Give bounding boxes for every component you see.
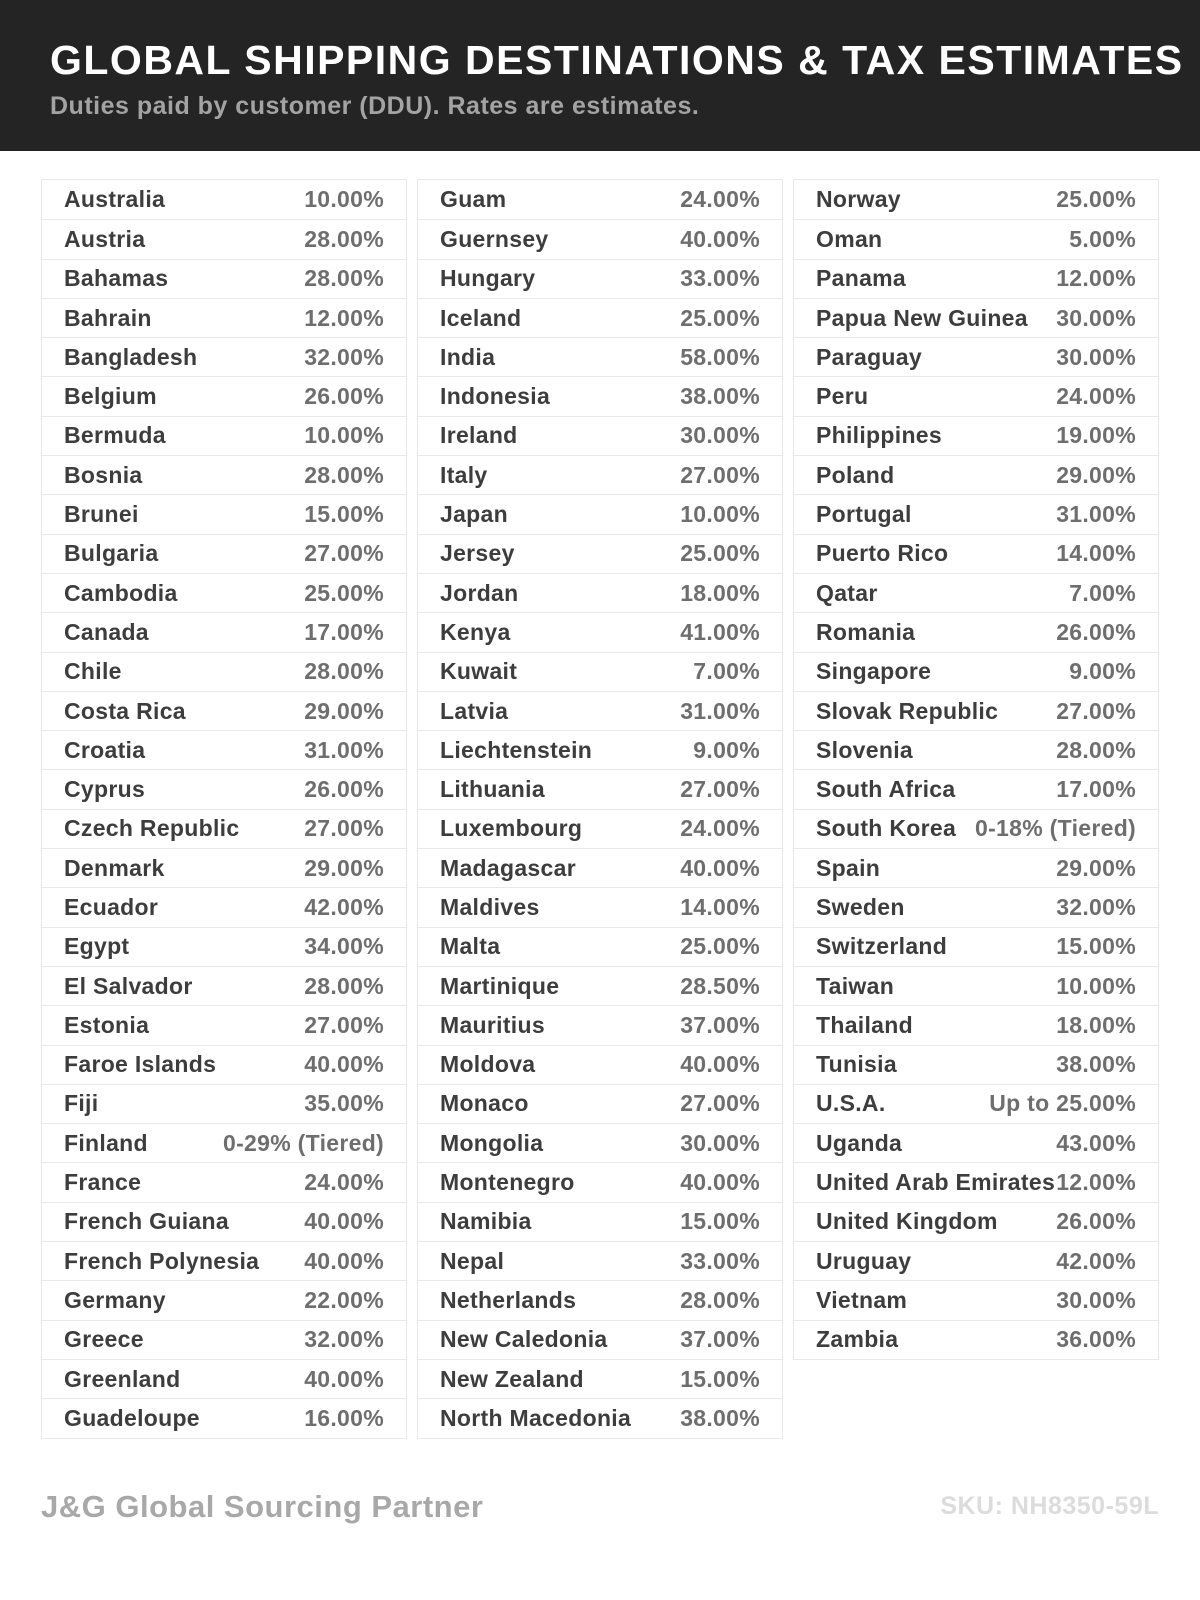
table-row: [42, 1398, 406, 1437]
country-name: Jersey: [440, 540, 515, 567]
country-name: India: [440, 343, 496, 370]
country-name: Vietnam: [816, 1286, 908, 1313]
country-name: South Africa: [816, 776, 956, 803]
country-name: Australia: [64, 186, 166, 213]
table-row: [794, 1005, 1158, 1044]
tax-rate: 26.00%: [1056, 618, 1136, 645]
tax-rate: 30.00%: [680, 1129, 760, 1156]
tax-rate: 10.00%: [1056, 972, 1136, 999]
table-row: [418, 1320, 782, 1359]
country-name: Estonia: [64, 1011, 150, 1038]
country-name: Cyprus: [64, 776, 146, 803]
tax-rate: 30.00%: [1056, 343, 1136, 370]
table-row: [42, 730, 406, 769]
tax-rate: 28.50%: [680, 972, 760, 999]
table-row: [42, 259, 406, 298]
tax-rate: 42.00%: [304, 893, 384, 920]
country-name: Bermuda: [64, 422, 166, 449]
country-name: Italy: [440, 461, 488, 488]
table-row: [794, 1123, 1158, 1162]
tax-rate: 27.00%: [680, 461, 760, 488]
country-name: Mauritius: [440, 1011, 545, 1038]
country-name: Monaco: [440, 1090, 529, 1117]
table-row: [794, 1320, 1158, 1359]
table-row: [418, 180, 782, 219]
tax-rate: 9.00%: [1069, 658, 1136, 685]
country-name: Portugal: [816, 501, 912, 528]
tax-rate: 17.00%: [304, 618, 384, 645]
country-name: Malta: [440, 933, 501, 960]
table-row: [794, 180, 1158, 219]
tax-rate: 30.00%: [680, 422, 760, 449]
table-row: [794, 1084, 1158, 1123]
table-row: [418, 1045, 782, 1084]
table-row: [42, 848, 406, 887]
tax-rate: 25.00%: [680, 540, 760, 567]
table-row: [794, 376, 1158, 415]
table-row: [418, 887, 782, 926]
table-row: [794, 1280, 1158, 1319]
table-row: [42, 219, 406, 258]
table-row: [418, 1005, 782, 1044]
tax-rate: 24.00%: [1056, 383, 1136, 410]
table-row: [418, 966, 782, 1005]
country-name: Qatar: [816, 579, 878, 606]
table-row: [42, 1359, 406, 1398]
tax-rate: 18.00%: [680, 579, 760, 606]
table-row: [418, 1123, 782, 1162]
tax-rate: 10.00%: [304, 422, 384, 449]
table-row: [418, 573, 782, 612]
tax-rate: 29.00%: [1056, 461, 1136, 488]
country-name: Slovak Republic: [816, 697, 999, 724]
country-name: Philippines: [816, 422, 942, 449]
country-name: Austria: [64, 225, 146, 252]
country-name: Kuwait: [440, 658, 518, 685]
country-name: Bulgaria: [64, 540, 159, 567]
tax-rate: 33.00%: [680, 1247, 760, 1274]
tax-table-column-2: [417, 179, 783, 1439]
country-name: Jordan: [440, 579, 519, 606]
country-name: Liechtenstein: [440, 736, 593, 763]
country-name: Mongolia: [440, 1129, 544, 1156]
tax-rate: 42.00%: [1056, 1247, 1136, 1274]
table-row: [794, 927, 1158, 966]
table-row: [42, 416, 406, 455]
tax-rate: 25.00%: [680, 304, 760, 331]
table-row: [794, 455, 1158, 494]
tax-rate: 36.00%: [1056, 1326, 1136, 1353]
table-row: [794, 337, 1158, 376]
tax-rate: 58.00%: [680, 343, 760, 370]
country-name: Ireland: [440, 422, 518, 449]
table-row: [42, 612, 406, 651]
country-name: Denmark: [64, 854, 165, 881]
tax-rate: 41.00%: [680, 618, 760, 645]
country-name: Germany: [64, 1286, 166, 1313]
tax-rate: 14.00%: [1056, 540, 1136, 567]
tax-rate: 28.00%: [304, 658, 384, 685]
country-name: U.S.A.: [816, 1090, 886, 1117]
table-row: [418, 652, 782, 691]
country-name: Belgium: [64, 383, 157, 410]
country-name: Montenegro: [440, 1169, 575, 1196]
tax-rate: 40.00%: [680, 225, 760, 252]
table-row: [42, 376, 406, 415]
page-footer: [41, 1489, 1159, 1525]
country-name: Ecuador: [64, 893, 159, 920]
table-row: [42, 691, 406, 730]
table-row: [418, 612, 782, 651]
country-name: Guernsey: [440, 225, 549, 252]
tax-rate: 35.00%: [304, 1090, 384, 1117]
table-row: [794, 494, 1158, 533]
country-name: Taiwan: [816, 972, 895, 999]
table-row: [794, 1241, 1158, 1280]
table-row: [418, 534, 782, 573]
country-name: Lithuania: [440, 776, 545, 803]
table-row: [794, 219, 1158, 258]
country-name: French Guiana: [64, 1208, 229, 1235]
tax-rate: 28.00%: [1056, 736, 1136, 763]
table-row: [418, 219, 782, 258]
table-row: [42, 1045, 406, 1084]
table-row: [42, 1280, 406, 1319]
tax-rate: 28.00%: [304, 972, 384, 999]
table-row: [794, 416, 1158, 455]
sku-text: SKU: NH8350-59L: [940, 1492, 1159, 1520]
country-name: Brunei: [64, 501, 139, 528]
table-row: [42, 1162, 406, 1201]
country-name: Zambia: [816, 1326, 899, 1353]
tax-rate: 40.00%: [304, 1051, 384, 1078]
tax-rate: 43.00%: [1056, 1129, 1136, 1156]
tax-rate: 26.00%: [304, 776, 384, 803]
country-name: Costa Rica: [64, 697, 186, 724]
table-row: [42, 927, 406, 966]
table-row: [42, 534, 406, 573]
country-name: Croatia: [64, 736, 146, 763]
tax-rate: 32.00%: [304, 1326, 384, 1353]
tax-rate: 15.00%: [304, 501, 384, 528]
country-name: Moldova: [440, 1051, 536, 1078]
country-name: Maldives: [440, 893, 540, 920]
tax-rate: 38.00%: [680, 1404, 760, 1431]
table-row: [42, 652, 406, 691]
country-name: Tunisia: [816, 1051, 897, 1078]
table-row: [794, 1045, 1158, 1084]
country-name: Uruguay: [816, 1247, 912, 1274]
table-row: [418, 1280, 782, 1319]
country-name: Norway: [816, 186, 901, 213]
table-row: [42, 809, 406, 848]
tax-rate: 15.00%: [680, 1365, 760, 1392]
country-name: Canada: [64, 618, 149, 645]
country-name: Namibia: [440, 1208, 532, 1235]
table-row: [794, 730, 1158, 769]
country-name: United Arab Emirates: [816, 1169, 1056, 1196]
country-name: Faroe Islands: [64, 1051, 217, 1078]
tax-rate: 9.00%: [693, 736, 760, 763]
tax-rate: 18.00%: [1056, 1011, 1136, 1038]
table-row: [42, 455, 406, 494]
country-name: Egypt: [64, 933, 130, 960]
country-name: Greenland: [64, 1365, 181, 1392]
country-name: Uganda: [816, 1129, 903, 1156]
tax-rate: 25.00%: [680, 933, 760, 960]
table-row: [794, 966, 1158, 1005]
tax-rate: 15.00%: [1056, 933, 1136, 960]
tax-rate: 12.00%: [1056, 265, 1136, 292]
page-header: [0, 0, 1200, 151]
tax-rate: 29.00%: [304, 854, 384, 881]
country-name: Luxembourg: [440, 815, 583, 842]
country-name: South Korea: [816, 815, 957, 842]
table-row: [418, 259, 782, 298]
country-name: Puerto Rico: [816, 540, 949, 567]
tax-rate: 31.00%: [1056, 501, 1136, 528]
country-name: Paraguay: [816, 343, 922, 370]
country-name: Bangladesh: [64, 343, 198, 370]
country-name: Romania: [816, 618, 916, 645]
tax-rate: 37.00%: [680, 1011, 760, 1038]
tax-rate: 17.00%: [1056, 776, 1136, 803]
tax-rate: 40.00%: [680, 854, 760, 881]
table-row: [418, 730, 782, 769]
table-row: [794, 769, 1158, 808]
tax-rate: 40.00%: [304, 1247, 384, 1274]
tax-rate: 10.00%: [304, 186, 384, 213]
table-row: [794, 298, 1158, 337]
table-row: [418, 691, 782, 730]
tax-rate: 37.00%: [680, 1326, 760, 1353]
table-row: [794, 1162, 1158, 1201]
tax-rate: 15.00%: [680, 1208, 760, 1235]
tax-table-column-1: [41, 179, 407, 1439]
country-name: Cambodia: [64, 579, 178, 606]
country-name: Peru: [816, 383, 869, 410]
tax-rate: 33.00%: [680, 265, 760, 292]
tax-rate: 40.00%: [304, 1365, 384, 1392]
country-name: Bahrain: [64, 304, 152, 331]
country-name: Papua New Guinea: [816, 304, 1028, 331]
tax-rate: 14.00%: [680, 893, 760, 920]
tax-rate: 27.00%: [1056, 697, 1136, 724]
tax-rate: 32.00%: [304, 343, 384, 370]
country-name: El Salvador: [64, 972, 193, 999]
country-name: North Macedonia: [440, 1404, 632, 1431]
tax-table: [41, 179, 1159, 1439]
country-name: Guadeloupe: [64, 1404, 200, 1431]
tax-rate: 28.00%: [304, 461, 384, 488]
country-name: Bosnia: [64, 461, 143, 488]
country-name: Netherlands: [440, 1286, 577, 1313]
country-name: Panama: [816, 265, 907, 292]
tax-rate: 16.00%: [304, 1404, 384, 1431]
tax-rate: 22.00%: [304, 1286, 384, 1313]
table-row: [418, 1359, 782, 1398]
tax-rate: 12.00%: [304, 304, 384, 331]
table-row: [418, 494, 782, 533]
country-name: Iceland: [440, 304, 522, 331]
table-row: [418, 1202, 782, 1241]
country-name: Slovenia: [816, 736, 913, 763]
tax-rate: 29.00%: [304, 697, 384, 724]
tax-table-column-3: [793, 179, 1159, 1360]
country-name: Guam: [440, 186, 507, 213]
country-name: Indonesia: [440, 383, 551, 410]
table-row: [42, 966, 406, 1005]
table-row: [42, 573, 406, 612]
table-row: [42, 180, 406, 219]
table-row: [42, 1123, 406, 1162]
tax-rate: 26.00%: [304, 383, 384, 410]
country-name: Thailand: [816, 1011, 913, 1038]
country-name: Greece: [64, 1326, 144, 1353]
country-name: Kenya: [440, 618, 511, 645]
tax-rate: 24.00%: [680, 186, 760, 213]
tax-rate: 30.00%: [1056, 1286, 1136, 1313]
table-row: [794, 887, 1158, 926]
country-name: Oman: [816, 225, 883, 252]
table-row: [418, 1084, 782, 1123]
tax-rate: 31.00%: [304, 736, 384, 763]
country-name: Czech Republic: [64, 815, 240, 842]
tax-rate: 40.00%: [680, 1051, 760, 1078]
table-row: [794, 534, 1158, 573]
country-name: French Polynesia: [64, 1247, 260, 1274]
tax-rate: 32.00%: [1056, 893, 1136, 920]
tax-rate: 19.00%: [1056, 422, 1136, 449]
table-row: [794, 1202, 1158, 1241]
tax-rate: 7.00%: [693, 658, 760, 685]
table-row: [42, 1005, 406, 1044]
country-name: Fiji: [64, 1090, 99, 1117]
table-row: [418, 1162, 782, 1201]
table-row: [42, 887, 406, 926]
tax-rate: 27.00%: [680, 776, 760, 803]
table-row: [418, 1398, 782, 1437]
tax-rate: 40.00%: [304, 1208, 384, 1235]
country-name: Poland: [816, 461, 895, 488]
tax-rate: 7.00%: [1069, 579, 1136, 606]
table-row: [794, 848, 1158, 887]
table-row: [794, 652, 1158, 691]
tax-rate: 40.00%: [680, 1169, 760, 1196]
table-row: [794, 612, 1158, 651]
table-row: [42, 1084, 406, 1123]
country-name: New Zealand: [440, 1365, 584, 1392]
country-name: Latvia: [440, 697, 509, 724]
country-name: Finland: [64, 1129, 148, 1156]
country-name: Switzerland: [816, 933, 948, 960]
table-row: [418, 927, 782, 966]
country-name: Nepal: [440, 1247, 505, 1274]
table-row: [418, 416, 782, 455]
tax-rate: 27.00%: [304, 540, 384, 567]
brand-text: J&G Global Sourcing Partner: [41, 1488, 484, 1524]
country-name: Spain: [816, 854, 881, 881]
tax-rate: 27.00%: [680, 1090, 760, 1117]
table-row: [418, 337, 782, 376]
tax-rate: 27.00%: [304, 815, 384, 842]
table-row: [418, 1241, 782, 1280]
tax-rate: 24.00%: [680, 815, 760, 842]
table-row: [42, 298, 406, 337]
country-name: France: [64, 1169, 142, 1196]
table-row: [418, 848, 782, 887]
table-row: [794, 809, 1158, 848]
table-row: [42, 1241, 406, 1280]
table-row: [418, 769, 782, 808]
country-name: United Kingdom: [816, 1208, 998, 1235]
tax-rate: 38.00%: [680, 383, 760, 410]
tax-rate: 0-18% (Tiered): [975, 815, 1136, 842]
table-row: [418, 455, 782, 494]
table-row: [42, 337, 406, 376]
country-name: Sweden: [816, 893, 905, 920]
tax-rate: 25.00%: [1056, 186, 1136, 213]
table-row: [42, 769, 406, 808]
tax-rate: 25.00%: [304, 579, 384, 606]
tax-rate: 29.00%: [1056, 854, 1136, 881]
tax-rate: 30.00%: [1056, 304, 1136, 331]
table-row: [794, 573, 1158, 612]
table-row: [794, 691, 1158, 730]
table-row: [794, 259, 1158, 298]
tax-rate: 28.00%: [680, 1286, 760, 1313]
tax-rate: 34.00%: [304, 933, 384, 960]
tax-rate: 38.00%: [1056, 1051, 1136, 1078]
tax-rate: 31.00%: [680, 697, 760, 724]
country-name: Japan: [440, 501, 508, 528]
tax-rate: 10.00%: [680, 501, 760, 528]
tax-rate: 0-29% (Tiered): [223, 1129, 384, 1156]
tax-rate: 12.00%: [1056, 1169, 1136, 1196]
country-name: Martinique: [440, 972, 560, 999]
table-row: [418, 809, 782, 848]
tax-rate: Up to 25.00%: [989, 1090, 1136, 1117]
table-row: [418, 298, 782, 337]
page-subtitle: Duties paid by customer (DDU). Rates are estimates.: [50, 92, 700, 121]
table-row: [42, 494, 406, 533]
table-row: [42, 1202, 406, 1241]
country-name: Chile: [64, 658, 122, 685]
tax-rate: 28.00%: [304, 225, 384, 252]
tax-rate: 27.00%: [304, 1011, 384, 1038]
tax-rate: 28.00%: [304, 265, 384, 292]
table-row: [42, 1320, 406, 1359]
tax-rate: 24.00%: [304, 1169, 384, 1196]
tax-rate: 5.00%: [1069, 225, 1136, 252]
country-name: Singapore: [816, 658, 932, 685]
country-name: Bahamas: [64, 265, 169, 292]
page-title: GLOBAL SHIPPING DESTINATIONS & TAX ESTIMATES: [50, 37, 1184, 83]
country-name: Hungary: [440, 265, 536, 292]
country-name: Madagascar: [440, 854, 576, 881]
table-row: [418, 376, 782, 415]
tax-rate: 26.00%: [1056, 1208, 1136, 1235]
country-name: New Caledonia: [440, 1326, 608, 1353]
